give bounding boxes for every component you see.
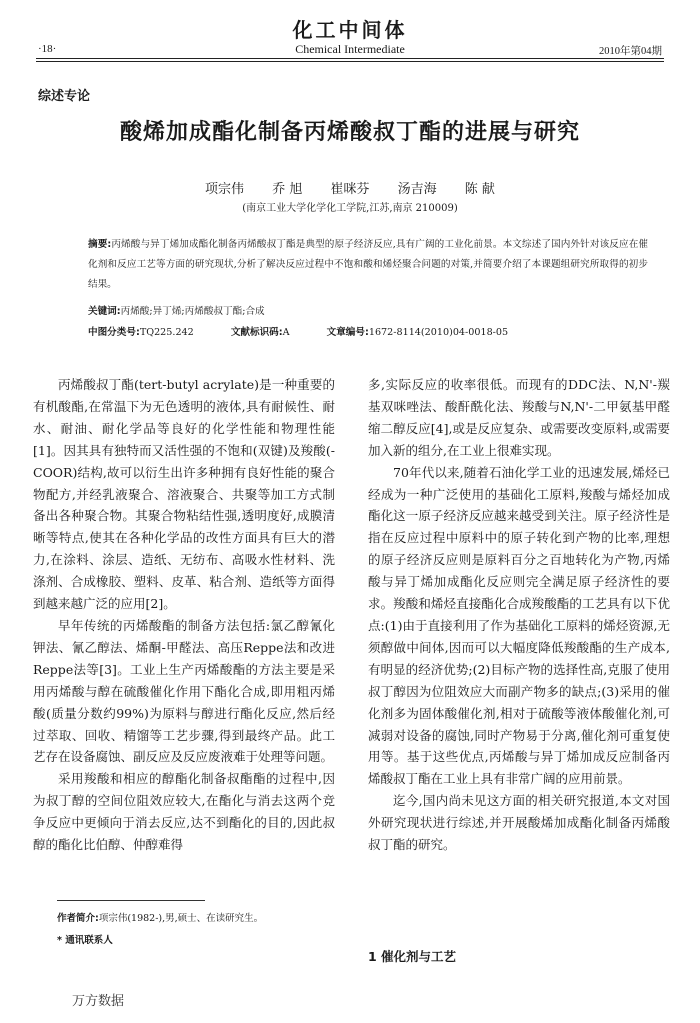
body-paragraph: 多,实际反应的收率很低。而现有的DDC法、N,N'-羰基双咪唑法、酸酐酰化法、羧酸与N,N'-二甲氨基甲醛缩二醇反应[4],或是反应复杂、或需要改变原料,或需要加入新的组分,在工业上很难实现。 <box>368 377 670 458</box>
keywords-label: 关键词: <box>88 306 121 317</box>
body-paragraph: 70年代以来,随着石油化学工业的迅速发展,烯烃已经成为一种广泛使用的基础化工原料,羧酸与烯烃加成酯化这一原子经济反应越来越受到关注。原子经济性是指在反应过程中原料中的原子转化到产物的比率,理想的原子经济反应则是原料百分之百地转化为产物,丙烯酸与异丁烯加成酯化反应则完全满足原子经济性的要求。羧酸和烯烃直接酯化合成羧酸酯的工艺具有以下优点:(1)由于直接利用了作为基础化工原料的烯烃资源,无须醇做中间体,因而可以大幅度降低羧酸酯的生产成本,有明显的经济优势;(2)目标产物的选择性高,克服了使用叔丁醇因为位阻效应大而副产物多的缺点;(3)采用的催化剂多为固体酸催化剂,相对于硫酸等液体酸催化剂,可减弱对设备的腐蚀,同时产物易于分离,催化剂可重复使用等。基于这些优点,丙烯酸与异丁烯加成反应制备丙烯酸叔丁酯在工业上具有非常广阔的应用前景。 <box>368 464 670 787</box>
body-paragraph: 早年传统的丙烯酸酯的制备方法包括:氯乙醇氰化钾法、氰乙醇法、烯酮-甲醛法、高压Reppe法和改进Reppe法等[3]。工业上生产丙烯酸酯的方法主要是采用丙烯酸与醇在硫酸催化作用下酯化合成,即用粗丙烯酸(质量分数约99%)为原料与醇进行酯化反应,然后经过萃取、回收、精馏等工艺步骤,得到最终产品。此工艺存在设备腐蚀、副反应及反应废液难于处理等问题。 <box>33 617 335 765</box>
keywords-text: 丙烯酸;异丁烯;丙烯酸叔丁酯;合成 <box>120 306 265 317</box>
issue-info: 2010年第04期 <box>599 46 662 57</box>
classification-row <box>88 324 542 338</box>
author-bio-text: 项宗伟(1982-),男,硕士、在读研究生。 <box>98 913 264 924</box>
body-column-left <box>33 374 335 856</box>
header-rule <box>36 58 664 59</box>
header-rule-secondary <box>36 61 664 62</box>
footnote <box>57 908 263 952</box>
author-name: 汤吉海 <box>397 182 437 197</box>
doc-value: A <box>282 327 290 338</box>
corresponding-note: * 通讯联系人 <box>57 935 113 946</box>
doc-code <box>231 324 290 338</box>
abstract-label: 摘要: <box>88 239 112 250</box>
body-paragraph: 丙烯酸叔丁酯(tert-butyl acrylate)是一种重要的有机酸酯,在常温下为无色透明的液体,具有耐候性、耐水、耐油、耐化学品等良好的化学性能和物理性能[1]。因其具有独特而又活性强的不饱和(双键)及羧酸(-COOR)结构,故可以衍生出许多种拥有良好性能的聚合物配方,并经乳液聚合、溶液聚合、共聚等加工方式制备出各种聚合物。其聚合物粘结性强,透明度好,成膜清晰等特点,使其在各种化学品的改性方面具有巨大的潜力,在涂料、涂层、造纸、无纺布、高吸水性材料、洗涤剂、合成橡胶、塑料、皮革、粘合剂、造纸等方面得到越来越广泛的应用[2]。 <box>33 377 335 612</box>
abstract <box>88 235 648 295</box>
author-list <box>0 178 700 197</box>
article-label: 文章编号: <box>326 327 369 338</box>
watermark: 万方数据 <box>72 994 125 1009</box>
author-name: 项宗伟 <box>205 182 245 197</box>
journal-logo: 化工中间体 <box>292 18 408 42</box>
affiliation: (南京工业大学化学化工学院,江苏,南京 210009) <box>242 203 458 214</box>
author-name: 陈 献 <box>464 182 495 197</box>
clc-value: TQ225.242 <box>139 327 194 338</box>
page-number: ·18· <box>38 43 57 55</box>
doc-label: 文献标识码: <box>230 327 283 338</box>
keywords <box>88 303 265 317</box>
body-paragraph: 迄今,国内尚未见这方面的相关研究报道,本文对国外研究现状进行综述,并开展酸烯加成酯化制备丙烯酸叔丁酯的研究。 <box>368 793 670 853</box>
article-value: 1672-8114(2010)04-0018-05 <box>368 327 509 338</box>
article-number <box>327 324 509 338</box>
journal-subtitle: Chemical Intermediate <box>295 42 405 56</box>
column-label: 综述专论 <box>38 89 91 104</box>
footnote-rule <box>57 900 205 901</box>
clc-code <box>88 324 194 338</box>
section-heading: 1 催化剂与工艺 <box>368 949 457 964</box>
author-bio <box>57 908 263 930</box>
abstract-text: 丙烯酸与异丁烯加成酯化制备丙烯酸叔丁酯是典型的原子经济反应,具有广阔的工业化前景。本文综述了国内外针对该反应在催化剂和反应工艺等方面的研究现状,分析了解决反应过程中不饱和酸和烯烃聚合问题的对策,并简要介绍了本课题组研究所取得的初步结果。 <box>88 239 648 290</box>
paper-title: 酸烯加成酯化制备丙烯酸叔丁酯的进展与研究 <box>119 120 580 145</box>
body-paragraph: 采用羧酸和相应的醇酯化制备叔酯酯的过程中,因为叔丁醇的空间位阻效应较大,在酯化与消去这两个竞争反应中更倾向于消去反应,达不到酯化的目的,因此叔醇的酯化比伯醇、仲醇难得 <box>33 771 335 853</box>
author-bio-label: 作者简介: <box>57 913 99 924</box>
clc-label: 中图分类号: <box>88 327 140 338</box>
body-column-right <box>368 374 670 856</box>
author-name: 崔咪芬 <box>330 182 370 197</box>
author-name: 乔 旭 <box>272 182 303 197</box>
